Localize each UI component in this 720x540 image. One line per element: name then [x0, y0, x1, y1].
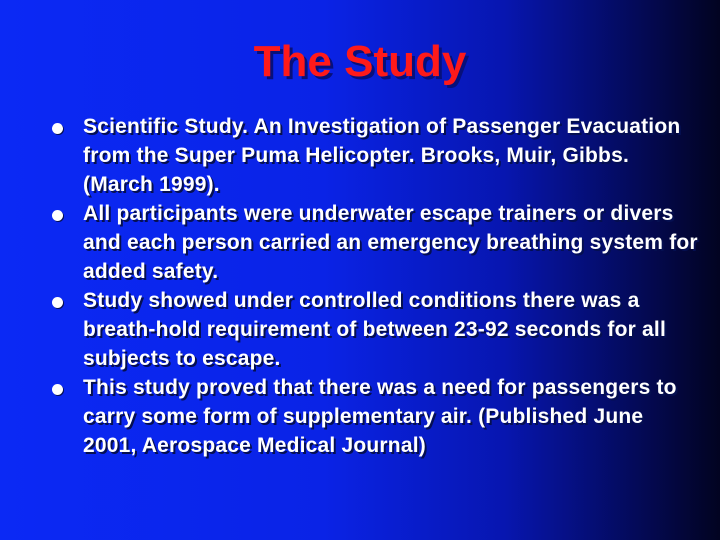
bullet-text: All participants were underwater escape trainers or divers and each person carried an emergency breathing system for added safety.	[83, 202, 698, 283]
slide-title: The Study	[253, 37, 467, 86]
bullet-dot-icon	[52, 123, 63, 134]
bullet-text: Study showed under controlled conditions there was a breath-hold requirement of between 23-92 seconds for all subjects to escape.	[83, 289, 666, 370]
bullet-list	[52, 112, 702, 460]
bullet-dot-icon	[52, 210, 63, 221]
bullet-text: This study proved that there was a need for passengers to carry some form of supplementary air. (Published June 2001, Aerospace Medical Journal)	[83, 376, 677, 457]
bullet-item	[52, 112, 702, 199]
bullet-dot-icon	[52, 384, 63, 395]
bullet-text: Scientific Study. An Investigation of Passenger Evacuation from the Super Puma Helicopter. Brooks, Muir, Gibbs. (March 1999).	[83, 115, 681, 196]
bullet-item	[52, 373, 702, 460]
bullet-item	[52, 199, 702, 286]
bullet-dot-icon	[52, 297, 63, 308]
bullet-item	[52, 286, 702, 373]
